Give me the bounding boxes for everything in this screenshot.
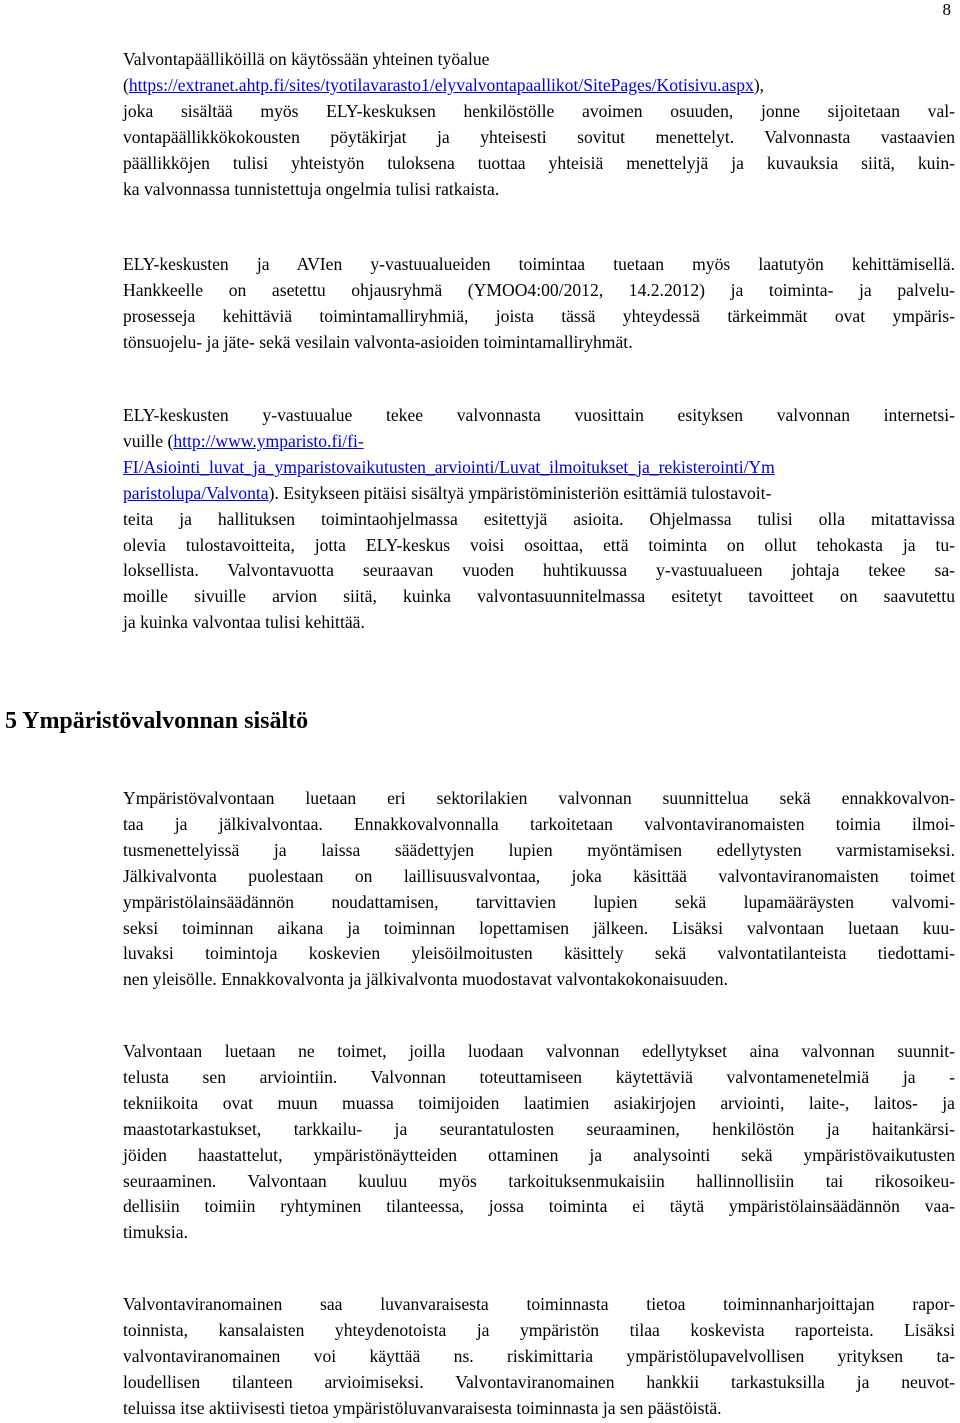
text-line: Valvontapäälliköillä on käytössään yhteinen työalue xyxy=(123,49,490,69)
text-line: loksellista. Valvontavuotta seuraavan vuoden huhtikuussa y-vastuualueen johtaja tekee sa- xyxy=(123,560,955,581)
page-number: 8 xyxy=(942,0,951,19)
text-line: toinnista, kansalaisten yhteydenotoista ja ympäristön tilaa koskevista raporteista. Lisäksi xyxy=(123,1319,955,1340)
text-line: taa ja jälkivalvontaa. Ennakkovalvonnalla tarkoitetaan valvontaviranomaisten toimia ilmoi- xyxy=(123,813,955,834)
text-line: moille sivuille arvion siitä, kuinka valvontasuunnitelmassa esitetyt tavoitteet on saavutettu xyxy=(123,586,955,607)
text-line-with-link xyxy=(123,429,955,455)
ymparisto-link-part-1[interactable]: http://www.ymparisto.fi/fi- xyxy=(173,430,364,451)
text-line: nen yleisölle. Ennakkovalvonta ja jälkivalvonta muodostavat valvontakokonaisuuden. xyxy=(123,969,728,990)
text-line: Ympäristövalvontaan luetaan eri sektorilakien valvonnan suunnittelua sekä ennakkovalvon- xyxy=(123,788,955,808)
extranet-link[interactable]: https://extranet.ahtp.fi/sites/tyotilavarasto1/elyvalvontapaallikot/SitePages/Kotisivu.aspx xyxy=(128,74,754,95)
text-line: telusta sen arviointiin. Valvonnan toteuttamiseen käytettäviä valvontamenetelmiä ja - xyxy=(123,1066,955,1087)
text-line: joka sisältää myös ELY-keskuksen henkilöstölle avoimen osuuden, jonne sijoitetaan val- xyxy=(123,100,955,121)
section-heading: 5 Ympäristövalvonnan sisältö xyxy=(5,708,309,734)
text-line: teita ja hallituksen toimintaohjelmassa esitettyjä asioita. Ohjelmassa tulisi olla mitattavissa xyxy=(123,508,955,529)
text-line-with-link xyxy=(123,73,955,99)
text-line: ka valvonnassa tunnistettuja ongelmia tulisi ratkaista. xyxy=(123,178,500,199)
text-line: Valvontaviranomainen saa luvanvaraisesta toiminnasta tietoa toiminnanharjoittajan rapor- xyxy=(123,1294,955,1314)
text-line: olevia tulostavoitteita, jotta ELY-keskus voisi osoittaa, että toiminta on ollut tehokasta ja tu- xyxy=(123,534,955,555)
text-line: päällikköjen tulisi yhteistyön tuloksena tuottaa yhteisiä menettelyjä ja kuvauksia siitä, kuin- xyxy=(123,152,955,173)
text-line: Hankkeelle on asetettu ohjausryhmä (YMOO4:00/2012, 14.2.2012) ja toiminta- ja palvelu- xyxy=(123,279,955,300)
text-line: loudellisen tilanteen arvioimiseksi. Valvontaviranomainen hankkii tarkastuksilla ja neuvot- xyxy=(123,1371,955,1392)
text-line-with-link xyxy=(123,481,955,507)
text-line: teluissa itse aktiivisesti tietoa ympäristöluvanvaraisesta toiminnasta ja sen päästöistä. xyxy=(123,1397,722,1418)
link-prefix: ( xyxy=(123,74,129,95)
paragraph-information-sources xyxy=(123,1292,955,1422)
paragraph-internet-report xyxy=(123,403,955,636)
text-line: prosesseja kehittäviä toimintamalliryhmiä, joista tässä yhteydessä tärkeimmät ovat ympäris- xyxy=(123,305,955,326)
text-line: seksi toiminnan aikana ja toiminnan lopettamisen jälkeen. Lisäksi valvontaan luetaan kuu- xyxy=(123,917,955,938)
ymparisto-link-part-3[interactable]: paristolupa/Valvonta xyxy=(123,482,269,503)
paragraph-environmental-monitoring xyxy=(123,786,955,993)
ymparisto-link-part-2[interactable]: FI/Asiointi_luvat_ja_ymparistovaikutusten_arviointi/Luvat_ilmoitukset_ja_rekisterointi/Ym xyxy=(123,456,775,477)
text-line: vontapäällikkökokousten pöytäkirjat ja yhteisesti sovitut menettelyt. Valvonnasta vastaavien xyxy=(123,126,955,147)
text-line-link xyxy=(123,455,955,481)
text-line: jöiden haastattelut, ympäristönäytteiden ottaminen ja analysointi sekä ympäristövaikutusten xyxy=(123,1144,955,1165)
paragraph-quality-work xyxy=(123,252,955,356)
paragraph-monitoring-methods xyxy=(123,1039,955,1246)
text-line: timuksia. xyxy=(123,1222,188,1243)
link-suffix: ). Esitykseen pitäisi sisältyä ympäristöministeriön esittämiä tulostavoit- xyxy=(268,482,772,503)
text-line: dellisiin toimiin ryhtyminen tilanteessa, jossa toiminta ei täytä ympäristölainsäädännön vaa- xyxy=(123,1196,955,1217)
text-line: luvaksi toimintoja koskevien yleisöilmoitusten käsittely sekä valvontatilanteista tiedottami- xyxy=(123,943,955,964)
text-line: Valvontaan luetaan ne toimet, joilla luodaan valvonnan edellytykset aina valvonnan suunnit- xyxy=(123,1041,955,1061)
text-line: ja kuinka valvontaa tulisi kehittää. xyxy=(123,612,365,633)
link-suffix: ), xyxy=(753,74,765,95)
text-line: tekniikoita ovat muun muassa toimijoiden laatimien asiakirjojen arviointi, laite-, laitos- ja xyxy=(123,1092,955,1113)
text-line: valvontaviranomainen voi käyttää ns. riskimittaria ympäristölupavelvollisen yrityksen ta- xyxy=(123,1345,955,1366)
paragraph-workspace xyxy=(123,47,955,202)
text-line: ympäristölainsäädännön noudattamisen, tarvittavien lupien sekä lupamääräysten valvomi- xyxy=(123,891,955,912)
text-line: seuraaminen. Valvontaan kuuluu myös tarkoituksenmukaisiin hallinnollisiin tai rikosoikeu- xyxy=(123,1170,955,1191)
text-line: maastotarkastukset, tarkkailu- ja seurantatulosten seuraaminen, henkilöstön ja haitankärsi- xyxy=(123,1118,955,1139)
text-line: tönsuojelu- ja jäte- sekä vesilain valvonta-asioiden toimintamalliryhmät. xyxy=(123,331,633,352)
text-line: ELY-keskusten ja AVIen y-vastuualueiden toimintaa tuetaan myös laatutyön kehittämisellä. xyxy=(123,254,955,274)
text-line: Jälkivalvonta puolestaan on laillisuusvalvontaa, joka käsittää valvontaviranomaisten toimet xyxy=(123,865,955,886)
text-line: tusmenettelyissä ja laissa säädettyjen lupien myöntämisen edellytysten varmistamiseksi. xyxy=(123,839,955,860)
text-line: ELY-keskusten y-vastuualue tekee valvonnasta vuosittain esityksen valvonnan internetsi- xyxy=(123,405,955,425)
link-prefix: vuille ( xyxy=(123,430,174,451)
